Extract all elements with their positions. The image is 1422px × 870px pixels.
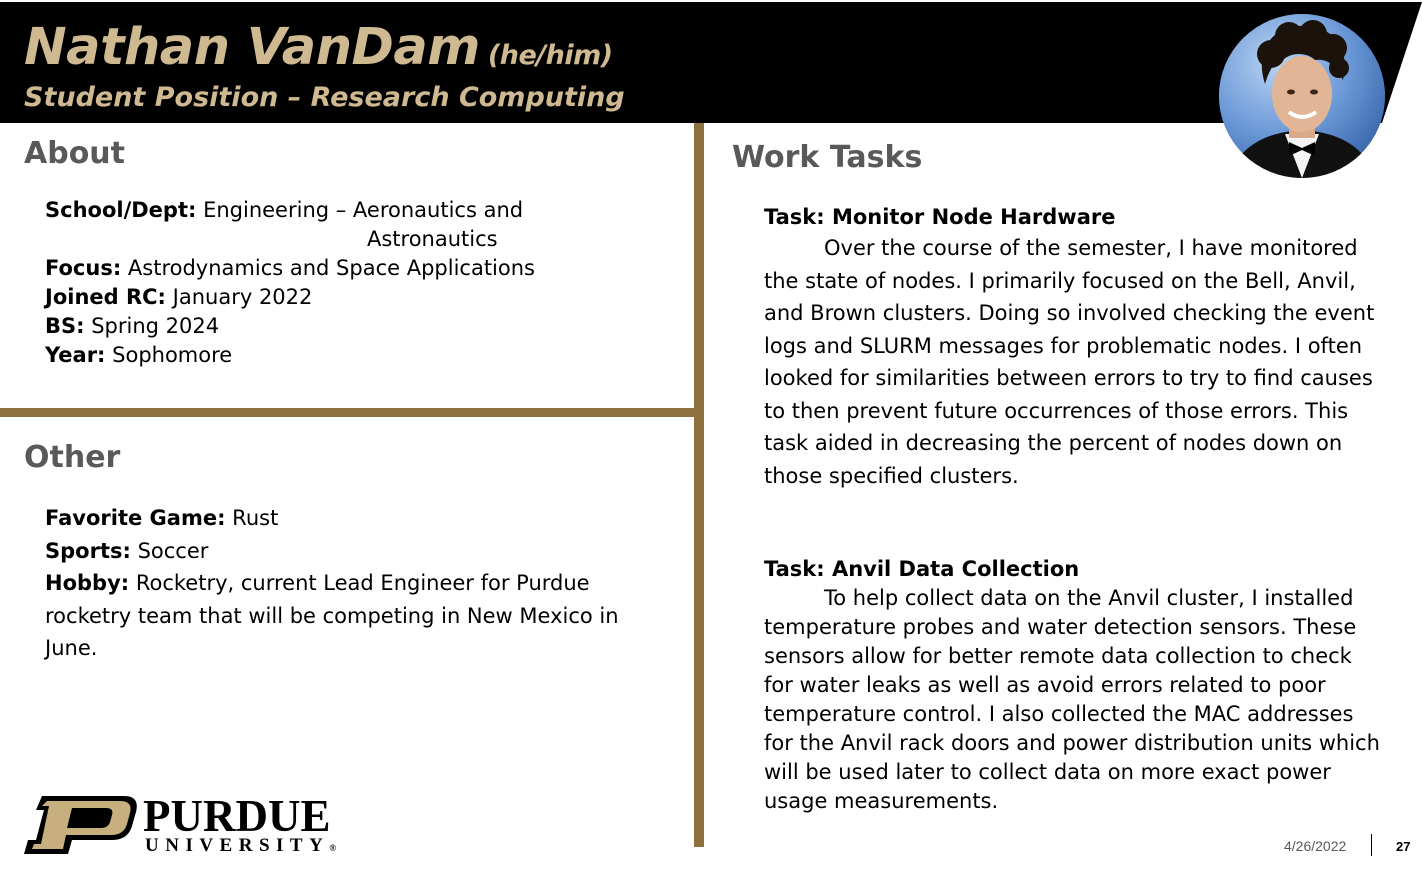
school-label: School/Dept: — [45, 198, 197, 222]
logo-subtitle — [145, 835, 336, 857]
person-name — [24, 18, 613, 77]
joined-row — [45, 283, 665, 312]
about-title: About — [24, 136, 126, 171]
profile-photo — [1219, 14, 1385, 178]
person-name-text: Nathan VanDam — [24, 18, 480, 77]
task-body: Over the course of the semester, I have monitored the state of nodes. I primarily focused on the Bell, Anvil, and Brown clusters. Doing so involved checking the event logs and SLURM messages for problematic nodes. I often looked for similarities between errors to try to find causes to then prevent future occurrences of those errors. This task aided in decreasing the percent of nodes down on those specified clusters. — [764, 236, 1375, 488]
school-row — [45, 196, 665, 225]
school-value-cont: Astronautics — [367, 227, 498, 251]
sports-row — [45, 535, 660, 568]
registered-mark: ® — [329, 843, 337, 853]
sports-value: Soccer — [137, 538, 209, 563]
purdue-logo — [20, 792, 360, 858]
task-monitor-node-hardware — [764, 203, 1384, 492]
year-label: Year: — [45, 343, 106, 367]
bs-value: Spring 2024 — [91, 314, 220, 338]
other-list — [45, 502, 660, 665]
task-anvil-data-collection — [764, 555, 1384, 816]
joined-value: January 2022 — [172, 285, 313, 309]
year-value: Sophomore — [112, 343, 233, 367]
hobby-row — [45, 567, 660, 665]
sports-label: Sports: — [45, 538, 131, 563]
purdue-p-icon — [20, 794, 140, 856]
footer-separator — [1371, 834, 1372, 856]
page-number: 27 — [1396, 839, 1411, 854]
focus-row — [45, 254, 665, 283]
game-label: Favorite Game: — [45, 506, 226, 530]
task-title: Task: Monitor Node Hardware — [764, 205, 1116, 229]
logo-subtitle-text: UNIVERSITY — [145, 835, 330, 856]
horizontal-divider — [0, 408, 704, 417]
game-row — [45, 502, 660, 535]
year-row — [45, 341, 665, 370]
hobby-value: Rocketry, current Lead Engineer for Purdue rocketry team that will be competing in New Mexico in June. — [45, 571, 619, 660]
footer-date: 4/26/2022 — [1284, 838, 1347, 854]
pronouns: (he/him) — [487, 40, 613, 71]
game-value: Rust — [232, 506, 279, 530]
vertical-divider — [694, 123, 704, 847]
school-row-cont — [45, 225, 665, 254]
focus-label: Focus: — [45, 256, 122, 280]
about-list — [45, 196, 665, 370]
task-body: To help collect data on the Anvil cluster, I installed temperature probes and water detection sensors. These sensors allow for better remote data collection to check for water leaks as well as avoid errors related to poor temperature control. I also collected the MAC addresses for the Anvil rack doors and power distribution units which will be used later to collect data on more exact power usage measurements. — [764, 586, 1380, 813]
logo-wordmark: PURDUE — [143, 791, 331, 841]
hobby-label: Hobby: — [45, 571, 130, 595]
portrait-image — [1219, 14, 1385, 178]
work-tasks-title: Work Tasks — [732, 140, 923, 175]
focus-value: Astrodynamics and Space Applications — [127, 256, 535, 280]
bs-label: BS: — [45, 314, 85, 338]
other-title: Other — [24, 440, 121, 475]
bs-row — [45, 312, 665, 341]
school-value: Engineering – Aeronautics and — [203, 198, 524, 222]
task-title: Task: Anvil Data Collection — [764, 557, 1080, 581]
position-title: Student Position – Research Computing — [24, 82, 625, 113]
joined-label: Joined RC: — [45, 285, 166, 309]
